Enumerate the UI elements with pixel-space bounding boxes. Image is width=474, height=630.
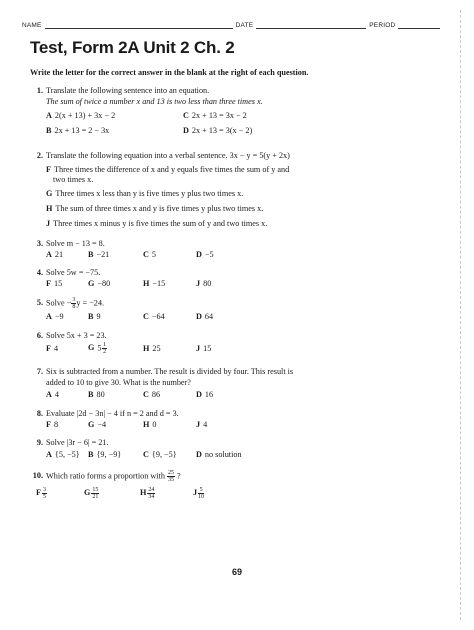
choice-3b <box>88 250 109 259</box>
choice-4j <box>196 279 211 288</box>
choice-5a <box>46 312 64 321</box>
choice-8h <box>143 420 156 429</box>
fraction <box>147 487 155 500</box>
choice-text: 4 <box>203 420 208 429</box>
choice-letter: D <box>196 250 202 259</box>
question-text: Which ratio forms a proportion with <box>46 471 165 481</box>
choice-letter: F <box>36 488 42 498</box>
choice-text: Three times x minus y is five times the sum of y and two times x. <box>53 219 268 228</box>
fraction-numerator: 5 <box>199 487 203 493</box>
choice-6f <box>46 344 58 353</box>
date-blank[interactable] <box>256 22 366 29</box>
page-edge-line <box>460 10 461 620</box>
question-text: Six is subtracted from a number. The result is divided by four. This result is <box>46 367 294 376</box>
choice-letter: J <box>193 488 198 498</box>
fraction-numerator: 24 <box>148 487 155 493</box>
choice-letter: H <box>46 204 53 213</box>
choice-10g <box>84 487 99 500</box>
fraction <box>91 487 99 500</box>
choice-letter: A <box>46 250 52 259</box>
question-number: 6. <box>36 331 43 340</box>
fraction <box>167 470 175 483</box>
question-text: Solve m − 13 = 8. <box>46 239 105 248</box>
choice-letter: G <box>46 189 53 198</box>
choice-letter: J <box>196 344 201 353</box>
choice-letter: B <box>88 450 94 459</box>
question-number: 8. <box>36 409 43 418</box>
choice-4h <box>143 279 165 288</box>
choice-5b <box>88 312 101 321</box>
question-2 <box>32 151 290 160</box>
student-info-header <box>22 22 457 29</box>
choice-8j <box>196 420 207 429</box>
choice-letter: H <box>143 279 150 288</box>
question-text-end: ? <box>177 471 181 481</box>
choice-letter: C <box>183 111 189 120</box>
question-text: Evaluate |2d − 3n| − 4 if n = 2 and d = 3. <box>46 409 179 418</box>
choice-letter: G <box>88 279 95 288</box>
choice-text: {9, −9} <box>96 450 122 459</box>
date-label: DATE <box>235 22 254 29</box>
choice-3c <box>143 250 156 259</box>
fraction-denominator: 21 <box>92 494 99 500</box>
choice-text: Three times x less than y is five times y plus two times x. <box>55 189 244 198</box>
question-text: Solve 5w = −75. <box>46 268 101 277</box>
fraction-numerator: 1 <box>103 342 107 348</box>
choice-4f <box>46 279 62 288</box>
choice-1b <box>46 126 109 135</box>
choice-text: −4 <box>97 420 107 429</box>
choice-text: 2x + 13 = 3x − 2 <box>191 111 247 120</box>
choice-text: 25 <box>152 344 161 353</box>
choice-letter: G <box>84 488 91 498</box>
choice-text: 21 <box>54 250 64 259</box>
fraction-denominator: 2 <box>103 349 107 355</box>
page-number: 69 <box>231 567 242 577</box>
question-text: Solve 5x + 3 = 23. <box>46 331 107 340</box>
choice-letter: G <box>88 343 95 353</box>
fraction <box>198 487 204 500</box>
choice-text: 2x + 13 = 3(x − 2) <box>191 126 253 135</box>
choice-7c <box>143 390 160 399</box>
question-7-continuation: added to 10 to give 30. What is the number? <box>46 378 191 387</box>
choice-letter: C <box>143 312 149 321</box>
question-5 <box>32 297 104 310</box>
choice-letter: J <box>196 279 201 288</box>
choice-letter: D <box>196 390 202 399</box>
choice-9a <box>46 450 80 459</box>
question-1 <box>32 86 209 95</box>
question-text-end: y = −24. <box>76 298 104 308</box>
name-label: NAME <box>22 22 42 29</box>
choice-text: 80 <box>203 279 212 288</box>
choice-letter: F <box>46 420 52 429</box>
choice-text: 80 <box>96 390 105 399</box>
choice-8g <box>88 420 106 429</box>
choice-letter: J <box>196 420 201 429</box>
choice-text: −21 <box>96 250 110 259</box>
choice-letter: D <box>196 450 202 459</box>
choice-6g <box>88 342 107 355</box>
choice-text: 8 <box>54 420 59 429</box>
choice-text: 0 <box>152 420 157 429</box>
choice-text: 15 <box>54 279 63 288</box>
choice-letter: A <box>46 111 52 120</box>
period-blank[interactable] <box>398 22 440 29</box>
choice-text: The sum of three times x and y is five times y plus two times x. <box>55 204 264 213</box>
choice-text: 86 <box>151 390 161 399</box>
question-7 <box>32 367 293 376</box>
question-text: Translate the following equation into a verbal sentence. 3x − y = 5(y + 2x) <box>46 151 290 160</box>
question-1-sentence: The sum of twice a number x and 13 is two less than three times x. <box>46 97 263 106</box>
choice-2j <box>46 219 267 228</box>
fraction-denominator: 10 <box>198 494 205 500</box>
choice-5d <box>196 312 213 321</box>
question-text: Translate the following sentence into an equation. <box>46 86 210 95</box>
question-text: Solve |3r − 6| = 21. <box>46 438 109 447</box>
choice-2f <box>46 165 289 174</box>
fraction-numerator: 25 <box>167 470 174 476</box>
choice-2f-continuation: two times x. <box>53 175 94 184</box>
name-blank[interactable] <box>45 22 233 29</box>
choice-letter: H <box>143 420 150 429</box>
choice-6j <box>196 344 211 353</box>
question-8 <box>32 409 179 418</box>
choice-text: −9 <box>54 312 64 321</box>
choice-6h <box>143 344 161 353</box>
choice-10h <box>140 487 155 500</box>
choice-1c <box>183 111 247 120</box>
question-4 <box>32 268 100 277</box>
choice-letter: F <box>46 279 52 288</box>
fraction-numerator: 3 <box>72 297 76 303</box>
choice-letter: C <box>143 390 149 399</box>
choice-text: 5 <box>151 250 157 259</box>
choice-letter: A <box>46 390 52 399</box>
question-text-start: Solve − <box>46 298 72 308</box>
choice-1d <box>183 126 252 135</box>
choice-9d <box>196 450 242 459</box>
choice-letter: C <box>143 250 149 259</box>
choice-text: {9, −5} <box>151 450 177 459</box>
test-title: Test, Form 2A Unit 2 Ch. 2 <box>30 38 235 57</box>
fraction-numerator: 3 <box>43 487 47 493</box>
question-3 <box>32 239 105 248</box>
choice-10f <box>36 487 47 500</box>
choice-letter: G <box>88 420 95 429</box>
choice-text: 16 <box>204 390 214 399</box>
question-number: 3. <box>36 239 43 248</box>
choice-letter: H <box>140 488 147 498</box>
choice-text: −80 <box>97 279 111 288</box>
choice-letter: B <box>88 250 94 259</box>
choice-letter: F <box>46 165 52 174</box>
question-number: 10. <box>32 471 43 481</box>
fraction-denominator: 8 <box>72 304 76 310</box>
choice-7d <box>196 390 213 399</box>
choice-4g <box>88 279 110 288</box>
fraction-denominator: 35 <box>167 477 174 483</box>
fraction <box>42 487 47 500</box>
choice-letter: B <box>88 312 94 321</box>
choice-3d <box>196 250 214 259</box>
question-9 <box>32 438 109 447</box>
choice-text: 2x + 13 = 2 − 3x <box>54 126 110 135</box>
choice-letter: A <box>46 312 52 321</box>
question-number: 4. <box>36 268 43 277</box>
choice-9c <box>143 450 177 459</box>
choice-text: 64 <box>204 312 214 321</box>
choice-text: 4 <box>54 344 59 353</box>
choice-letter: C <box>143 450 149 459</box>
choice-7a <box>46 390 59 399</box>
question-number: 7. <box>36 367 43 376</box>
instructions: Write the letter for the correct answer in the blank at the right of each question. <box>30 68 309 77</box>
choice-8f <box>46 420 58 429</box>
question-6 <box>32 331 107 340</box>
choice-7b <box>88 390 105 399</box>
choice-10j <box>193 487 204 500</box>
choice-letter: B <box>46 126 52 135</box>
question-number: 1. <box>36 86 43 95</box>
period-label: PERIOD <box>369 22 396 29</box>
choice-5c <box>143 312 165 321</box>
choice-letter: B <box>88 390 94 399</box>
question-number: 9. <box>36 438 43 447</box>
choice-text: Three times the difference of x and y equals five times the sum of y and <box>54 165 290 174</box>
question-number: 2. <box>36 151 43 160</box>
fraction-denominator: 34 <box>148 494 155 500</box>
choice-text: 5 <box>97 343 102 353</box>
question-number: 5. <box>36 298 43 308</box>
fraction <box>102 342 107 355</box>
choice-letter: D <box>196 312 202 321</box>
choice-letter: H <box>143 344 150 353</box>
choice-text: −15 <box>152 279 166 288</box>
fraction-denominator: 5 <box>43 494 47 500</box>
choice-letter: F <box>46 344 52 353</box>
fraction-numerator: 15 <box>92 487 99 493</box>
choice-9b <box>88 450 121 459</box>
choice-letter: D <box>183 126 189 135</box>
choice-3a <box>46 250 63 259</box>
choice-text: −64 <box>151 312 165 321</box>
choice-text: 15 <box>203 344 212 353</box>
choice-text: 9 <box>96 312 101 321</box>
choice-1a <box>46 111 115 120</box>
choice-text: 4 <box>54 390 60 399</box>
question-10 <box>29 470 181 483</box>
choice-text: {5, −5} <box>54 450 80 459</box>
choice-2h <box>46 204 263 213</box>
choice-2g <box>46 189 243 198</box>
choice-text: no solution <box>204 450 242 459</box>
choice-letter: J <box>46 219 51 228</box>
choice-text: −5 <box>204 250 214 259</box>
choice-text: 2(x + 13) + 3x − 2 <box>54 111 116 120</box>
choice-letter: A <box>46 450 52 459</box>
